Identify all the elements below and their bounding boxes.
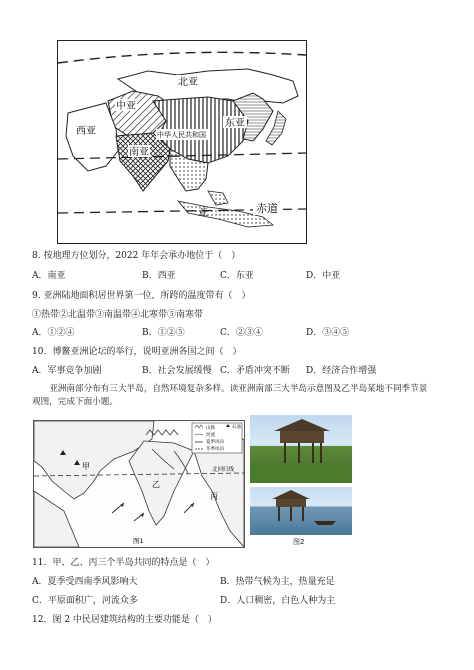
q9-stem: 9. 亚洲陆地面积居世界第一位，所跨的温度带有（ ） <box>32 291 251 301</box>
fig1-caption: 图1 <box>133 537 144 545</box>
q9-option-b[interactable]: B．①②⑤ <box>142 328 185 338</box>
q9-option-c[interactable]: C．②③④ <box>220 328 263 338</box>
q11-option-a[interactable]: A．夏季受西南季风影响大 <box>32 577 138 587</box>
label-north-asia: 北亚 <box>178 77 198 88</box>
legend-summer-monsoon: 夏季风向 <box>206 440 224 445</box>
label-central-asia: 中亚 <box>116 101 136 112</box>
passage-text: 亚洲南部分布有三大半岛，自然环境复杂多样。读亚洲南部三大半岛示意图及乙半岛某地不同季节景观图，完成下面小题。 <box>32 384 428 407</box>
peninsulas-map-svg <box>34 421 244 547</box>
legend-oil: 石油 <box>232 425 241 430</box>
label-jia: 甲 <box>82 462 90 471</box>
q8-stem: 8. 按地理方位划分，2022 年年会承办地位于（ ） <box>32 251 241 261</box>
q11-option-c[interactable]: C．平原面积广，河流众多 <box>32 596 138 606</box>
q10-option-a[interactable]: A．军事竞争加剧 <box>32 366 102 376</box>
q12-stem: 12．图 2 中民居建筑结构的主要功能是（ ） <box>32 615 217 625</box>
fig2-caption: 图2 <box>293 538 305 546</box>
q10-option-b[interactable]: B．社会发展缓慢 <box>142 366 212 376</box>
q10-option-c[interactable]: C．矛盾冲突不断 <box>220 366 290 376</box>
label-tropic: 北回归线 <box>212 467 235 473</box>
label-bing: 丙 <box>210 492 218 501</box>
label-yi: 乙 <box>152 480 160 489</box>
stilt-house-photo-flooded <box>250 487 352 535</box>
peninsulas-map <box>33 420 245 548</box>
asia-regions-map <box>57 40 307 244</box>
q9-items: ①热带②北温带③南温带④北寒带⑤南寒带 <box>32 310 204 320</box>
west-asia-region <box>66 103 118 171</box>
q11-option-b[interactable]: B．热带气候为主，热量充足 <box>220 577 335 587</box>
arctic-circle-line <box>58 52 306 63</box>
legend-winter-monsoon: 冬季风向 <box>206 447 224 452</box>
south-asia-region <box>116 133 170 191</box>
q11-stem: 11．甲、乙、丙三个半岛共同的特点是（ ） <box>32 558 215 568</box>
label-west-asia: 西亚 <box>76 126 96 137</box>
q10-stem: 10．博鳌亚洲论坛的举行，说明亚洲各国之间（ ） <box>32 347 242 357</box>
label-equator: 赤道 <box>256 202 278 215</box>
label-south-asia: 南亚 <box>129 147 149 158</box>
q9-option-a[interactable]: A．①②④ <box>32 328 75 338</box>
label-china: 中华人民共和国 <box>157 131 206 139</box>
q8-option-d[interactable]: D．中亚 <box>306 271 341 281</box>
legend-river: 河流 <box>206 433 215 438</box>
q11-option-d[interactable]: D．人口稠密，白色人种为主 <box>220 596 336 606</box>
label-east-asia: 东亚 <box>225 118 245 129</box>
q10-option-d[interactable]: D．经济合作增强 <box>306 366 377 376</box>
label-southeast-asia: 亚 <box>198 208 208 219</box>
q9-option-d[interactable]: D．③④⑤ <box>306 328 350 338</box>
asia-regions-map-svg <box>58 41 306 243</box>
q8-option-c[interactable]: C．东亚 <box>220 271 254 281</box>
q8-option-a[interactable]: A．南亚 <box>32 271 66 281</box>
stilt-house-photo-dry <box>250 415 352 483</box>
legend-mountain: 山脉 <box>206 426 215 431</box>
q8-option-b[interactable]: B．西亚 <box>142 271 176 281</box>
